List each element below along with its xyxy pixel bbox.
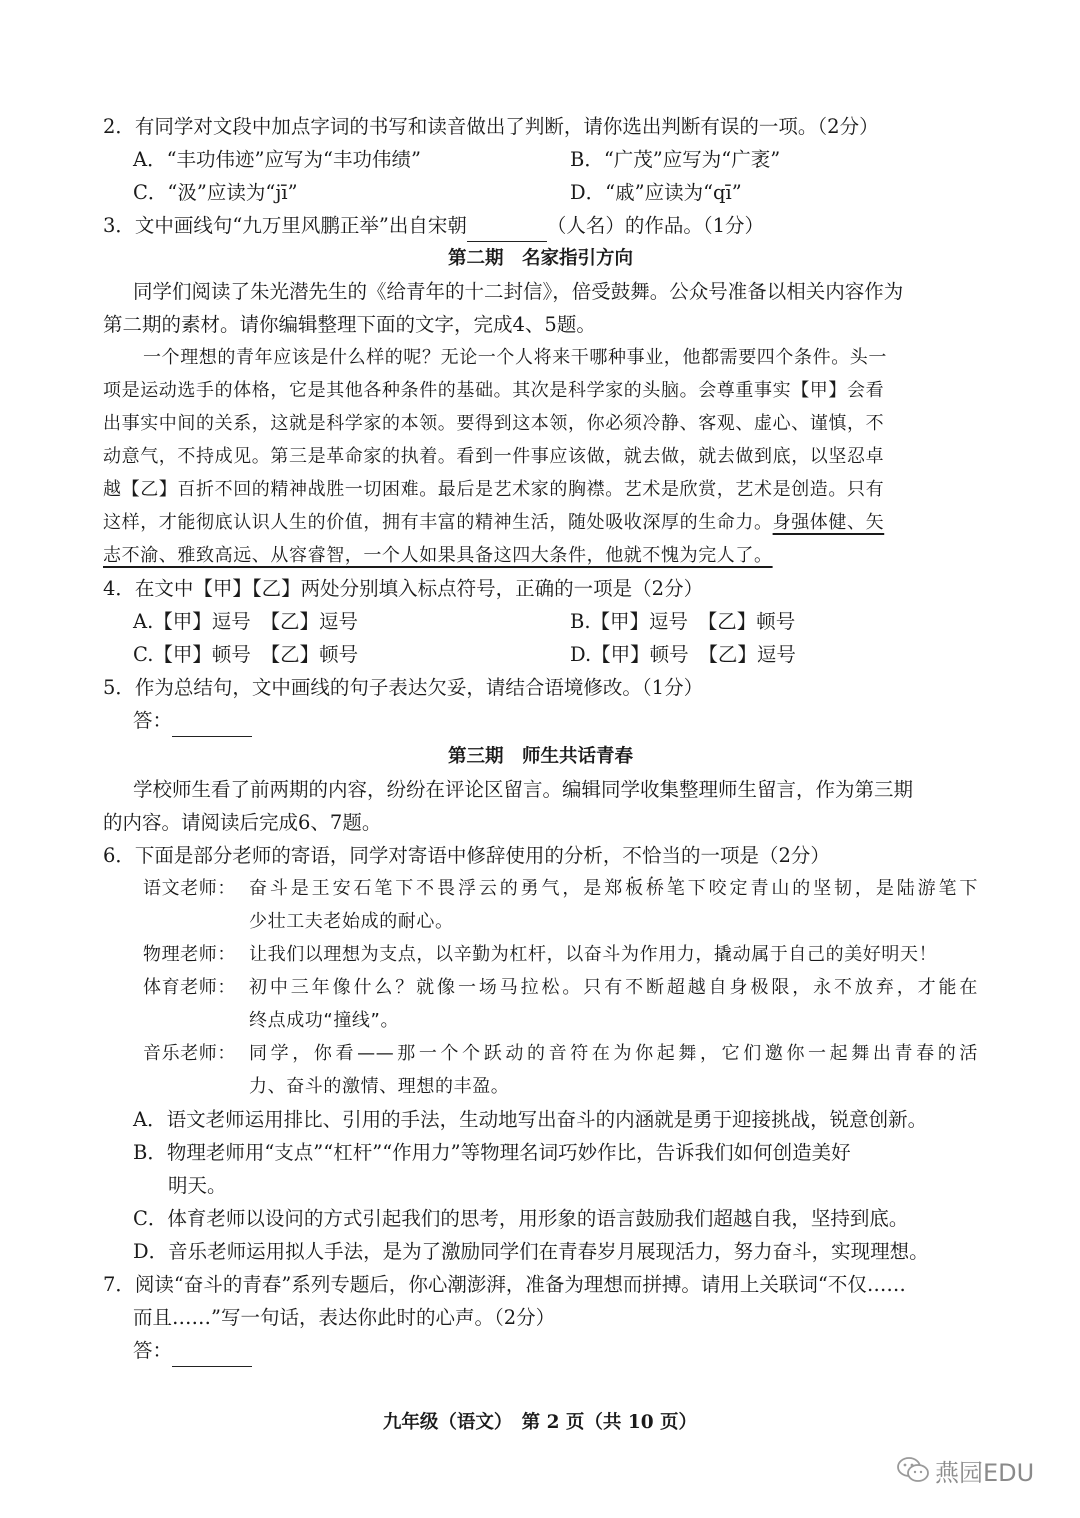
q5-stem: 5．作为总结句，文中画线的句子表达欠妥，请结合语境修改。（1分） xyxy=(103,676,704,699)
q6-stem-before: 6．下面是部分老师的寄语，同学对寄语中修辞使用的分析， xyxy=(103,844,623,867)
q4-option-d: D.【甲】顿号 【乙】逗号 xyxy=(570,643,796,666)
page-footer: 九年级（语文） 第 2 页（共 10 页） xyxy=(382,1412,698,1433)
q6-stem xyxy=(103,839,978,872)
teacher-physics-name: 物理老师： xyxy=(143,944,236,965)
q7-stem-line-1: 7．阅读“奋斗的青春”系列专题后，你心潮澎湃，准备为理想而拼搏。请用上关联词“不仅…… xyxy=(103,1273,906,1296)
q2-option-a: A．“丰功伟迹”应写为“丰功伟绩” xyxy=(133,148,421,171)
q4-options-row-1 xyxy=(103,605,978,638)
q2-option-c: C．“汲”应读为“jī” xyxy=(133,181,298,204)
passage-underlined-start: 身强体健、矢 xyxy=(772,512,885,533)
q6-stem-dotted xyxy=(622,844,681,867)
q4-option-a: A.【甲】逗号 【乙】逗号 xyxy=(133,610,359,633)
q3 xyxy=(103,209,978,242)
teacher-music-line-1 xyxy=(103,1037,978,1070)
q3-suffix: （人名）的作品。（1分） xyxy=(546,214,765,237)
teacher-chinese-line-2 xyxy=(103,905,978,938)
passage-line-2: 项是运动选手的体格，它是其他各种条件的基础。其次是科学家的头脑。会尊重事实【甲】会看 xyxy=(103,380,885,401)
passage-line-7 xyxy=(103,539,978,572)
teacher-music-text-1: 同学，你看——那一个个跃动的音符在为你起舞，它们邀你一起舞出青春的活 xyxy=(249,1043,978,1064)
q3-blank[interactable] xyxy=(467,217,547,242)
q6-option-b-line-1: B．物理老师用“支点”“杠杆”“作用力”等物理名词巧妙作比，告诉我们如何创造美好 xyxy=(133,1141,851,1164)
teacher-physics-text-1: 让我们以理想为支点，以辛勤为杠杆，以奋斗为作用力，撬动属于自己的美好明天！ xyxy=(249,944,938,965)
q2-stem: 2．有同学对文段中加点字词的书写和读音做出了判断，请你选出判断有误的一项。（2分） xyxy=(103,115,879,138)
q2-option-b: B．“广茂”应写为“广袤” xyxy=(570,148,781,171)
section2-title: 第二期 名家指引方向 xyxy=(447,248,633,269)
teacher-physics-line-1 xyxy=(103,938,978,971)
teacher-chinese-line-1 xyxy=(103,872,978,905)
teacher-pe-line-1 xyxy=(103,971,978,1004)
q6-option-a: A．语文老师运用排比、引用的手法，生动地写出奋斗的内涵就是勇于迎接挑战，锐意创新。 xyxy=(133,1108,928,1131)
q5-answer xyxy=(103,704,978,737)
passage-line-5: 越【乙】百折不回的精神战胜一切困难。最后是艺术家的胸襟。艺术是欣赏，艺术是创造。只有 xyxy=(103,479,885,500)
section3-intro-1: 学校师生看了前两期的内容，纷纷在评论区留言。编辑同学收集整理师生留言，作为第三期 xyxy=(133,778,914,801)
teacher-chinese-text-2: 少壮工夫老始成的耐心。 xyxy=(249,911,454,932)
q4-stem: 4．在文中【甲】【乙】两处分别填入标点符号，正确的一项是（2分） xyxy=(103,577,704,600)
q4-option-c: C.【甲】顿号 【乙】顿号 xyxy=(133,643,359,666)
q3-prefix: 3．文中画线句“九万里风鹏正举”出自宋朝 xyxy=(103,214,467,237)
watermark xyxy=(896,1453,1034,1487)
q7-answer-blank[interactable] xyxy=(172,1342,252,1367)
exam-page xyxy=(103,110,978,1367)
section2-intro-2: 第二期的素材。请你编辑整理下面的文字，完成4、5题。 xyxy=(103,313,596,336)
passage-line-6 xyxy=(103,506,978,539)
watermark-text: 燕园EDU xyxy=(935,1458,1035,1487)
q4-option-b: B.【甲】逗号 【乙】顿号 xyxy=(570,610,796,633)
teacher-pe-text-2: 终点成功“撞线”。 xyxy=(249,1010,400,1031)
emphasis-char: 恰 xyxy=(641,844,662,867)
teacher-pe-line-2 xyxy=(103,1004,978,1037)
q2-options-row-1 xyxy=(103,143,978,176)
q4-options-row-2 xyxy=(103,638,978,671)
teacher-music-name: 音乐老师： xyxy=(143,1043,236,1064)
passage-line-1: 一个理想的青年应该是什么样的呢？无论一个人将来干哪种事业，他都需要四个条件。头一 xyxy=(143,347,887,368)
emphasis-char: 不 xyxy=(622,844,642,867)
q6-option-b-line-2: 明天。 xyxy=(168,1174,227,1197)
section3-intro-2: 的内容。请阅读后完成6、7题。 xyxy=(103,811,382,834)
wechat-icon xyxy=(896,1455,930,1485)
passage-underlined-end: 志不渝、雅致高远、从容睿智，一个人如果具备这四大条件，他就不愧为完人了。 xyxy=(103,545,773,566)
teacher-pe-text-1: 初中三年像什么？就像一场马拉松。只有不断超越自身极限，永不放弃，才能在 xyxy=(249,977,978,998)
q2-option-d: D．“戚”应读为“qī” xyxy=(570,181,742,204)
q7-answer-label: 答： xyxy=(133,1339,173,1362)
passage-line-4: 动意气，不持成见。第三是革命家的执着。看到一件事应该做，就去做，就去做到底，以坚忍卓 xyxy=(103,446,885,467)
q5-answer-blank[interactable] xyxy=(172,712,252,737)
teacher-chinese-name: 语文老师： xyxy=(143,878,236,899)
q6-option-d: D．音乐老师运用拟人手法，是为了激励同学们在青春岁月展现活力，努力奋斗，实现理想。 xyxy=(133,1240,929,1263)
passage-line-6-plain: 这样，才能彻底认识人生的价值，拥有丰富的精神生活，随处吸收深厚的生命力。 xyxy=(103,512,773,533)
teacher-pe-name: 体育老师： xyxy=(143,977,236,998)
q5-answer-label: 答： xyxy=(133,709,173,732)
emphasis-char: 当 xyxy=(661,844,681,867)
q6-stem-after: 的一项是（2分） xyxy=(680,844,830,867)
teacher-chinese-text-1: 奋斗是王安石笔下不畏浮云的勇气，是郑板桥笔下咬定青山的坚韧，是陆游笔下 xyxy=(249,878,978,899)
section3-title: 第三期 师生共话青春 xyxy=(447,746,633,767)
q2-options-row-2 xyxy=(103,176,978,209)
teacher-music-line-2 xyxy=(103,1070,978,1103)
section2-intro-1: 同学们阅读了朱光潜先生的《给青年的十二封信》，倍受鼓舞。公众号准备以相关内容作为 xyxy=(133,280,904,303)
q6-option-c: C．体育老师以设问的方式引起我们的思考，用形象的语言鼓励我们超越自我，坚持到底。 xyxy=(133,1207,909,1230)
q7-stem-line-2: 而且……”写一句话，表达你此时的心声。（2分） xyxy=(133,1306,556,1329)
passage-line-3: 出事实中间的关系，这就是科学家的本领。要得到这本领，你必须冷静、客观、虚心、谨慎，不 xyxy=(103,413,885,434)
teacher-music-text-2: 力、奋斗的激情、理想的丰盈。 xyxy=(249,1076,510,1097)
q7-answer xyxy=(103,1334,978,1367)
